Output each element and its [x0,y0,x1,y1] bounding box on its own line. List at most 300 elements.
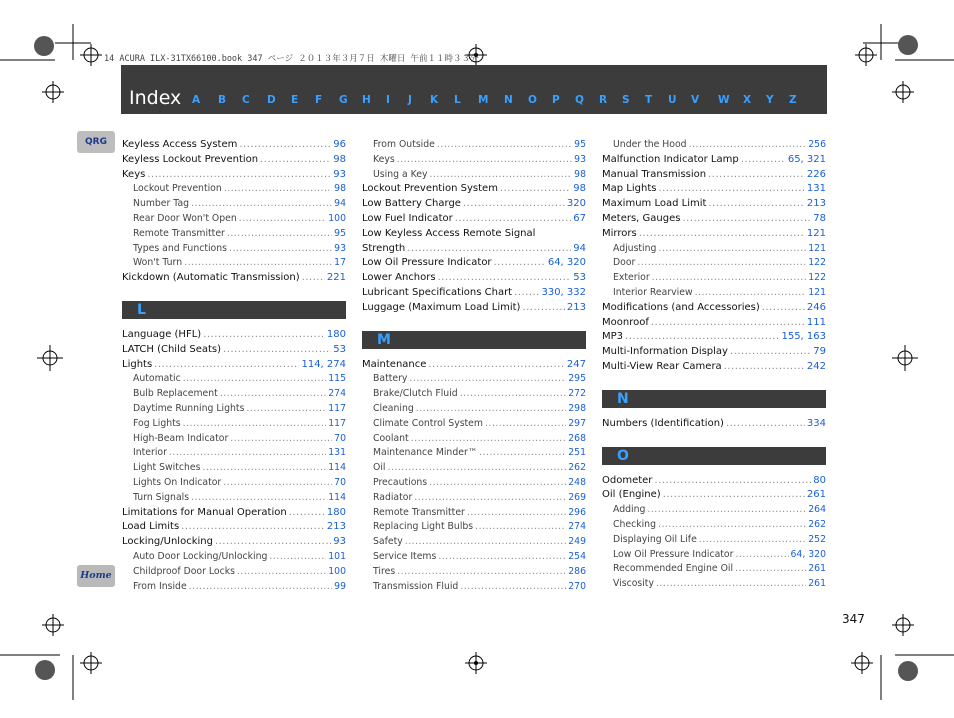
page-link[interactable]: 246 [806,301,826,313]
index-entry [362,256,586,271]
page-link[interactable]: 249 [568,536,586,548]
leader-dots [416,402,566,417]
leader-dots [658,182,804,197]
page-link[interactable]: 70 [334,476,346,488]
index-entry [122,343,346,358]
page-link[interactable]: 94 [334,198,346,210]
page-link[interactable]: 64, 320 [547,257,586,269]
entry-label: Cleaning [373,402,414,414]
leader-dots [405,535,567,550]
index-entry [362,197,586,212]
page-link[interactable]: 117 [328,417,346,429]
leader-dots [269,550,326,565]
entry-label: Low Oil Pressure Indicator [362,257,492,269]
leader-dots [229,242,332,257]
page-link[interactable]: 98 [573,183,586,195]
page-link[interactable]: 100 [328,212,346,224]
leader-dots [407,242,571,257]
entry-label: Low Battery Charge [362,198,461,210]
entry-label: Kickdown (Automatic Transmission) [122,272,300,284]
index-subentry [362,446,586,461]
index-subentry [362,138,586,153]
page-link[interactable]: 254 [568,550,586,562]
leader-dots [387,461,566,476]
leader-dots [522,301,564,316]
alphabet-link-o[interactable]: O [528,94,537,106]
leader-dots [494,256,546,271]
page-link[interactable]: 93 [574,153,586,165]
page-link[interactable]: 180 [326,506,346,518]
index-subentry [362,476,586,491]
page-link[interactable]: 79 [813,346,826,358]
alphabet-link-g[interactable]: G [339,94,348,106]
page-link[interactable]: 213 [806,198,826,210]
leader-dots [695,286,807,301]
page-link[interactable]: 261 [806,489,826,501]
entry-label: Maintenance [362,358,427,370]
entry-label: Manual Transmission [602,168,707,180]
index-entry [602,182,826,197]
page-link[interactable]: 95 [574,139,586,150]
index-subentry [362,506,586,521]
page-link[interactable]: 64, 320 [790,548,826,560]
page-link[interactable]: 262 [568,462,586,474]
alphabet-link-r[interactable]: R [599,94,608,106]
entry-label: Won't Turn [133,257,183,269]
index-subentry [122,197,346,212]
entry-label: Oil (Engine) [602,489,661,501]
page-link[interactable]: 295 [568,373,586,385]
entry-label: Lockout Prevention System [362,183,498,195]
leader-dots [658,242,806,257]
entry-label: Lights [122,358,153,370]
index-subentry [122,182,346,197]
leader-dots [411,432,567,447]
page-link[interactable]: 330, 332 [541,286,586,298]
page-link[interactable]: 114 [328,491,346,503]
page-link[interactable]: 93 [333,536,346,548]
index-entry [122,506,346,521]
index-subentry [122,417,346,432]
section-header-n: N [602,390,826,408]
entry-label: Daytime Running Lights [133,402,245,414]
alphabet-link-w[interactable]: W [718,94,730,106]
page-link[interactable]: 121 [808,242,826,254]
index-entry [122,520,346,535]
page-link[interactable]: 121 [808,286,826,298]
leader-dots [500,182,571,197]
index-subentry [362,565,586,580]
home-button[interactable]: Home [77,565,115,587]
leader-dots [460,580,566,595]
leader-dots [735,548,788,563]
alphabet-link-k[interactable]: K [430,94,439,106]
leader-dots [514,286,539,301]
index-subentry [362,550,586,565]
leader-dots [224,182,332,197]
page-link[interactable]: 67 [573,212,586,224]
entry-label: Tires [373,565,396,577]
index-subentry [362,387,586,402]
page-link[interactable]: 96 [333,139,346,150]
leader-dots [189,580,332,595]
page-link[interactable]: 111 [806,316,826,328]
leader-dots [169,446,326,461]
page-link[interactable]: 221 [326,272,346,284]
leader-dots [203,328,325,343]
page-link[interactable]: 93 [334,242,346,254]
alphabet-link-e[interactable]: E [291,94,299,106]
alphabet-link-q[interactable]: Q [575,94,584,106]
leader-dots [183,417,327,432]
leader-dots [724,360,805,375]
index-subentry [362,402,586,417]
page-link[interactable]: 78 [813,212,826,224]
index-entry [362,286,586,301]
leader-dots [699,533,806,548]
page-link[interactable]: 261 [808,578,826,590]
leader-dots [647,503,806,518]
page-link[interactable]: 122 [808,257,826,269]
index-entry [602,474,826,489]
page-link[interactable]: 131 [328,447,346,459]
entry-label: Map Lights [602,183,657,195]
index-subentry [122,476,346,491]
index-subentry [602,242,826,257]
page-link[interactable]: 101 [328,550,346,562]
page-link[interactable]: 252 [808,533,826,545]
leader-dots [230,432,332,447]
index-subentry [362,491,586,506]
page-title: Index [129,87,182,109]
page-link[interactable]: 298 [568,402,586,414]
alphabet-link-h[interactable]: H [362,94,371,106]
page-link[interactable]: 272 [568,388,586,400]
page-link[interactable]: 98 [333,153,346,165]
entry-label: From Inside [133,580,187,592]
page-link[interactable]: 98 [334,183,346,195]
page-link[interactable]: 180 [326,328,346,340]
entry-label: Turn Signals [133,491,190,503]
leader-dots [460,387,567,402]
alphabet-link-i[interactable]: I [386,94,390,106]
page-link[interactable]: 131 [806,183,826,195]
leader-dots [730,345,811,360]
entry-label: Remote Transmitter [373,506,465,518]
index-subentry [362,168,586,183]
leader-dots [682,212,811,227]
page-link[interactable]: 114, 274 [301,358,346,370]
leader-dots [220,387,326,402]
entry-label: Keys [122,168,146,180]
entry-label: Low Fuel Indicator [362,212,453,224]
page-link[interactable]: 268 [568,432,586,444]
page-link[interactable]: 262 [808,518,826,530]
leader-dots [741,153,786,168]
entry-label: Keys [373,153,395,165]
leader-dots [485,417,566,432]
index-column-3 [602,138,826,592]
entry-label: Lights On Indicator [133,476,222,488]
index-entry [122,535,346,550]
index-subentry [362,432,586,447]
index-subentry [362,417,586,432]
leader-dots [455,212,572,227]
entry-label: Types and Functions [133,242,227,254]
index-entry [122,153,346,168]
leader-dots [654,474,811,489]
leader-dots [637,256,806,271]
page-link[interactable]: 70 [334,432,346,444]
leader-dots [658,518,806,533]
page-link[interactable]: 17 [334,257,346,269]
entry-label: Precautions [373,476,428,488]
entry-label: Auto Door Locking/Unlocking [133,550,268,562]
leader-dots [708,168,805,183]
print-header: 14 ACURA ILX-31TX66100.book 347 ページ ２０１３年３月７日 木曜日 午前１１時３３分 [104,54,479,64]
entry-label: MP3 [602,331,624,343]
index-subentry [122,242,346,257]
leader-dots [726,417,805,432]
page-link[interactable]: 114 [328,462,346,474]
page-link[interactable]: 65, 321 [787,153,826,165]
page-link[interactable]: 53 [333,343,346,355]
page-link[interactable]: 296 [568,506,586,518]
page-link[interactable]: 80 [813,474,826,486]
page-link[interactable]: 213 [566,301,586,313]
page-link[interactable]: 274 [568,521,586,533]
page-link[interactable]: 270 [568,580,586,592]
index-entry [362,212,586,227]
entry-label: Lockout Prevention [133,183,222,195]
leader-dots [227,227,332,242]
page-link[interactable]: 99 [334,580,346,592]
leader-dots [639,227,805,242]
leader-dots [689,138,807,153]
page-link[interactable]: 286 [568,565,586,577]
entry-label: Malfunction Indicator Lamp [602,153,739,165]
alphabet-link-f[interactable]: F [315,94,323,106]
alphabet-link-j[interactable]: J [408,94,412,106]
entry-label: Automatic [133,373,181,385]
alphabet-link-v[interactable]: V [691,94,700,106]
alphabet-link-b[interactable]: B [218,94,227,106]
page-link[interactable]: 242 [806,360,826,372]
index-column-2 [362,138,586,594]
index-subentry [602,518,826,533]
index-entry [362,182,586,197]
index-header-bar [121,65,827,114]
page-link[interactable]: 334 [806,417,826,429]
leader-dots [289,506,325,521]
index-entry [602,168,826,183]
alphabet-link-n[interactable]: N [504,94,513,106]
index-subentry [362,153,586,168]
leader-dots [409,372,566,387]
entry-label: Radiator [373,491,413,503]
leader-dots [147,168,331,183]
index-entry [602,227,826,242]
index-entry [602,417,826,432]
entry-label: Low Oil Pressure Indicator [613,548,734,560]
page-link[interactable]: 53 [573,272,586,284]
leader-dots [215,535,331,550]
leader-dots [735,562,806,577]
alphabet-link-m[interactable]: M [478,94,489,106]
index-subentry [602,577,826,592]
index-subentry [122,446,346,461]
entry-label: High-Beam Indicator [133,432,229,444]
entry-label: Modifications (and Accessories) [602,301,760,313]
index-entry [602,316,826,331]
page-link[interactable]: 98 [574,168,586,180]
index-entry [602,345,826,360]
entry-label: Locking/Unlocking [122,536,213,548]
section-header-o: O [602,447,826,465]
page-link[interactable]: 269 [568,491,586,503]
entry-label: Number Tag [133,198,190,210]
index-subentry [122,550,346,565]
entry-label: Language (HFL) [122,328,202,340]
alphabet-link-t[interactable]: T [645,94,653,106]
index-subentry [602,286,826,301]
alphabet-link-l[interactable]: L [454,94,461,106]
entry-label: Checking [613,518,656,530]
leader-dots [183,372,327,387]
alphabet-link-c[interactable]: C [242,94,250,106]
index-entry [602,197,826,212]
index-entry [122,138,346,153]
entry-label: Moonroof [602,316,649,328]
page-link[interactable]: 117 [328,402,346,414]
leader-dots [246,402,326,417]
entry-label: Transmission Fluid [373,580,459,592]
entry-label: Multi-Information Display [602,346,728,358]
section-header-l: L [122,301,346,319]
entry-label: Lower Anchors [362,272,436,284]
entry-label: Multi-View Rear Camera [602,360,722,372]
entry-label: Light Switches [133,462,201,474]
page-link[interactable]: 251 [568,447,586,459]
index-subentry [362,535,586,550]
alphabet-link-p[interactable]: P [552,94,560,106]
entry-label: Interior [133,447,167,459]
alphabet-link-y[interactable]: Y [766,94,774,106]
index-entry [362,358,586,373]
index-subentry [122,580,346,595]
page-link[interactable]: 121 [806,227,826,239]
entry-label: Viscosity [613,578,654,590]
index-entry [122,168,346,183]
alphabet-link-a[interactable]: A [192,94,201,106]
alphabet-link-z[interactable]: Z [789,94,797,106]
leader-dots [237,565,326,580]
page-link[interactable]: 256 [808,139,826,150]
page-link[interactable]: 93 [333,168,346,180]
leader-dots [652,271,807,286]
page-link[interactable]: 247 [566,358,586,370]
leader-dots [651,316,805,331]
alphabet-link-x[interactable]: X [743,94,752,106]
alphabet-link-u[interactable]: U [668,94,677,106]
entry-label: Mirrors [602,227,637,239]
leader-dots [429,476,566,491]
index-subentry [362,580,586,595]
entry-label: Fog Lights [133,417,181,429]
page-link[interactable]: 226 [806,168,826,180]
alphabet-link-d[interactable]: D [267,94,276,106]
leader-dots [191,197,332,212]
index-subentry [122,256,346,271]
index-subentry [362,461,586,476]
leader-dots [475,520,566,535]
entry-label: Climate Control System [373,417,483,429]
index-entry [362,227,586,242]
index-subentry [122,227,346,242]
page-link[interactable]: 95 [334,227,346,239]
leader-dots [663,488,805,503]
page-link[interactable]: 297 [568,417,586,429]
page-link[interactable]: 264 [808,504,826,516]
leader-dots [438,550,566,565]
page-link[interactable]: 122 [808,272,826,284]
entry-label: Limitations for Manual Operation [122,506,287,518]
index-subentry [122,432,346,447]
leader-dots [397,565,566,580]
page-link[interactable]: 248 [568,476,586,488]
leader-dots [414,491,566,506]
page-link[interactable]: 115 [328,373,346,385]
entry-label: LATCH (Child Seats) [122,343,222,355]
index-subentry [602,138,826,153]
leader-dots [239,138,331,153]
page-link[interactable]: 274 [328,388,346,400]
page-number: 347 [842,612,865,626]
leader-dots [181,520,325,535]
entry-label: Adjusting [613,242,657,254]
leader-dots [430,168,573,183]
leader-dots [302,271,325,286]
index-subentry [122,461,346,476]
index-subentry [362,520,586,535]
page-link[interactable]: 213 [326,521,346,533]
alphabet-link-s[interactable]: S [622,94,630,106]
leader-dots [656,577,806,592]
entry-label: Rear Door Won't Open [133,212,237,224]
page-link[interactable]: 261 [808,563,826,575]
leader-dots [239,212,326,227]
qrg-button[interactable]: QRG [77,131,115,153]
leader-dots [202,461,326,476]
page-link[interactable]: 155, 163 [781,331,826,343]
entry-label: Childproof Door Locks [133,565,235,577]
entry-label: Maximum Load Limit [602,198,707,210]
entry-label: Remote Transmitter [133,227,225,239]
index-subentry [602,256,826,271]
entry-label: Adding [613,504,646,516]
index-entry [602,330,826,345]
entry-label: Lubricant Specifications Chart [362,286,513,298]
index-entry [122,328,346,343]
index-subentry [122,387,346,402]
page-link[interactable]: 100 [328,565,346,577]
page-link[interactable]: 94 [573,242,586,254]
index-subentry [602,562,826,577]
entry-label: Luggage (Maximum Load Limit) [362,301,521,313]
index-subentry [602,533,826,548]
leader-dots [223,343,331,358]
page-link[interactable]: 320 [566,198,586,210]
